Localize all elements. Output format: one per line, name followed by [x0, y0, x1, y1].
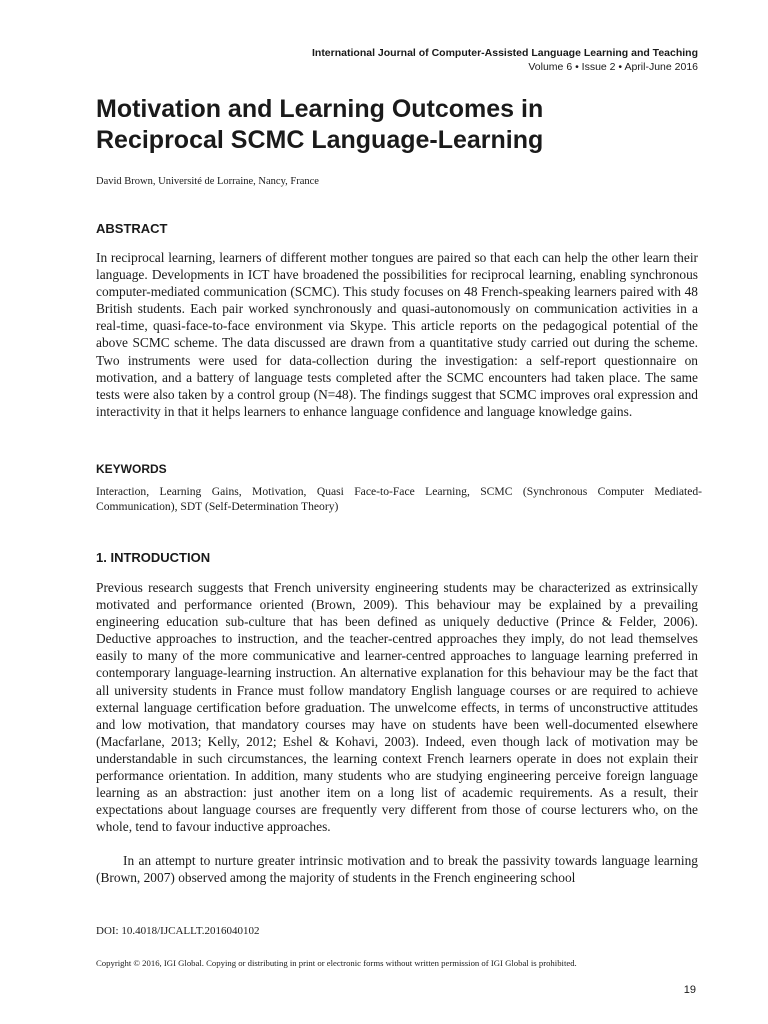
article-title-line-2: Reciprocal SCMC Language-Learning — [96, 126, 544, 154]
author-affiliation: David Brown, Université de Lorraine, Nancy, France — [96, 176, 319, 187]
article-title — [96, 94, 696, 156]
introduction-paragraph-1: Previous research suggests that French university engineering students may be characterized as extrinsically motivated and performance oriented (Brown, 2009). This behaviour may be explained by a prevailing engineering education sub-culture that has been defined as uniquely deductive (Prince & Felder, 2006). Deductive approaches to instruction, and the teacher-centred approaches they imply, do not lead themselves easily to many of the more communicative and learner-centred approaches to language learning preferred in contemporary language-learning instruction. An alternative explanation for this behaviour may be the fact that all university students in France must follow mandatory English language courses or are required to achieve external language certification before graduation. The unwelcome effects, in terms of unconstructive attitudes and low motivation, that mandatory courses may have on students have been well-documented elsewhere (Macfarlane, 2013; Kelly, 2012; Eshel & Kohavi, 2003). Indeed, even though lack of motivation may be understandable in such circumstances, the learning context French learners operate in does not explain their performance orientation. In addition, many students who are studying engineering perceive foreign language learning as an abstraction: just another item on a long list of academic requirements. As a result, their expectations about language courses are frequently very different from those of course lecturers who, on the whole, tend to favour inductive approaches. — [96, 580, 698, 835]
introduction-paragraph-2: In an attempt to nurture greater intrinsic motivation and to break the passivity towards language learning (Brown, 2007) observed among the majority of students in the French engineering school — [96, 853, 698, 886]
page-number: 19 — [683, 984, 696, 996]
introduction-heading: 1. INTRODUCTION — [96, 550, 211, 565]
abstract-text: In reciprocal learning, learners of different mother tongues are paired so that each can help the other learn their language. Developments in ICT have broadened the possibilities for reciprocal learning, enabling synchronous computer-mediated communication (SCMC). This study focuses on 48 French-speaking learners paired with 48 British students. Each pair worked synchronously and quasi-autonomously on communication activities in a real-time, quasi-face-to-face environment via Skype. This article reports on the pedagogical potential of the above SCMC scheme. The data discussed are drawn from a quantitative study carried out during the scheme. Two instruments were used for data-collection during the investigation: a self-report questionnaire on motivation, and a battery of language tests completed after the SCMC encounters had taken place. The same tests were also taken by a control group (N=48). The findings suggest that SCMC improves oral expression and interactivity in that it helps learners to enhance language confidence and language knowledge gains. — [96, 250, 698, 419]
keywords-text: Interaction, Learning Gains, Motivation, Quasi Face-to-Face Learning, SCMC (Synchronous Computer Mediated-Communication), SDT (Self-Determination Theory) — [96, 485, 702, 513]
abstract-heading: ABSTRACT — [96, 221, 168, 236]
copyright-notice: Copyright © 2016, IGI Global. Copying or distributing in print or electronic forms without written permission of IGI Global is prohibited. — [96, 958, 577, 968]
journal-issue: Volume 6 • Issue 2 • April-June 2016 — [528, 61, 698, 73]
keywords-heading: KEYWORDS — [96, 462, 167, 476]
journal-name: International Journal of Computer-Assisted Language Learning and Teaching — [311, 47, 698, 59]
doi: DOI: 10.4018/IJCALLT.2016040102 — [96, 925, 260, 937]
journal-header — [312, 46, 698, 74]
article-title-line-1: Motivation and Learning Outcomes in — [96, 95, 544, 123]
